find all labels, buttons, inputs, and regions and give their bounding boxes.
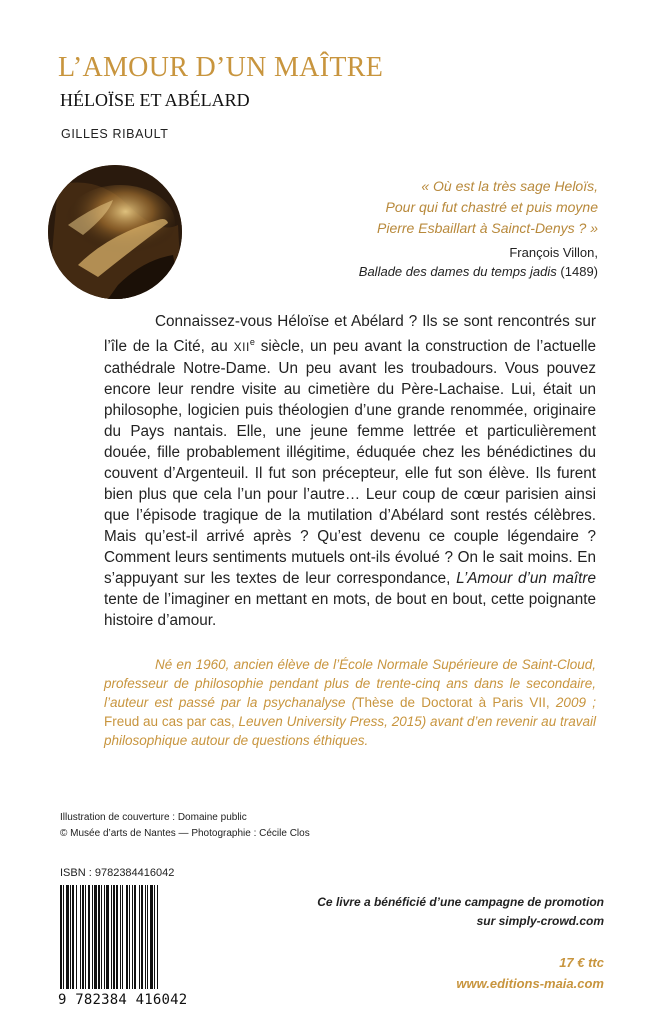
illustration-credits: [60, 810, 310, 842]
epigraph-work: Ballade des dames du temps jadis: [358, 264, 557, 279]
bio-text: Leuven University Press, 2015) avant d’en revenir au travail philosophique autour de questions éthiques.: [104, 714, 596, 748]
century-ordinal: e: [249, 337, 255, 347]
epigraph-line: « Où est la très sage Heloïs,: [421, 178, 598, 194]
cover-illustration-medallion: [48, 165, 182, 299]
epigraph-attribution: [359, 243, 598, 281]
blurb-text: tente de l’imaginer en mettant en mots, de bout en bout, cette poignante histoire d’amour.: [104, 591, 596, 630]
blurb-paragraph: [104, 311, 596, 631]
epigraph-quote: [268, 176, 598, 239]
publisher-website: www.editions-maia.com: [456, 976, 604, 991]
bio-text-upright: Freud au cas par cas,: [104, 714, 239, 729]
credit-line: Illustration de couverture : Domaine public: [60, 812, 247, 823]
price: 17 € ttc: [559, 955, 604, 970]
author-biography: [104, 655, 596, 750]
promo-line: sur simply-crowd.com: [476, 914, 604, 928]
book-title: L’AMOUR D’UN MAÎTRE: [58, 52, 384, 83]
author-name: GILLES RIBAULT: [61, 127, 169, 141]
epigraph-author: François Villon,: [509, 245, 598, 260]
credit-line: © Musée d’arts de Nantes — Photographie : Cécile Clos: [60, 828, 310, 839]
isbn-barcode: [60, 885, 190, 1003]
book-subtitle: HÉLOÏSE ET ABÉLARD: [60, 90, 250, 110]
barcode-digits: 9 782384 416042: [58, 992, 188, 1008]
blurb-text: Connaissez-vous Héloïse et Abélard ? Ils se sont rencontrés sur l’île de la Cité, au: [104, 313, 596, 356]
epigraph-line: Pierre Esbaillart à Sainct-Denys ? »: [377, 220, 598, 236]
promotion-note: [317, 893, 604, 931]
epigraph-line: Pour qui fut chastré et puis moyne: [385, 199, 598, 215]
isbn-label: ISBN : 9782384416042: [60, 867, 175, 879]
bio-paragraph: [104, 655, 596, 750]
bio-text-upright: Thèse de Doctorat à Paris VII,: [356, 695, 556, 710]
blurb-book-title: L’Amour d’un maître: [456, 570, 597, 588]
bio-text: Né en 1960, ancien élève de l’École Normale Supérieure de Saint-Cloud, professeur de philosophie pendant plus de trente-cinq ans dans le secondaire, l’auteur est passé par la psychanalyse (: [104, 657, 596, 710]
bio-text: 2009 ;: [555, 695, 596, 710]
promo-line: Ce livre a bénéficié d’une campagne de promotion: [317, 895, 604, 909]
blurb-text: siècle, un peu avant la construction de l’actuelle cathédrale Notre-Dame. Un peu avant les troubadours. Vous pouvez encore leur rendre visite au cimetière du Père-Lachaise. Lui, était un philosophe, logicien puis théologien d’une grande renommée, originaire du Pays nantais. Elle, une jeune femme lettrée et particulièrement douée, fille probablement illégitime, éduquée chez les bénédictines du couvent d’Argenteuil. Il fut son précepteur, elle fut son élève. Ils furent bien plus que cela l’un pour l’autre… Leur coup de cœur parisien ainsi que l’épisode tragique de la mutilation d’Abélard sont restés célèbres. Mais qu’est-il arrivé après ? Qu’est devenu ce couple légendaire ? Comment leurs sentiments mutuels ont-ils évolué ? On le sait moins. En s’appuyant sur les textes de leur correspondance,: [104, 338, 597, 588]
back-cover-blurb: [104, 311, 596, 631]
epigraph-year: (1489): [560, 264, 598, 279]
epigraph-source: [359, 262, 598, 281]
century-numeral: XII: [233, 340, 250, 355]
